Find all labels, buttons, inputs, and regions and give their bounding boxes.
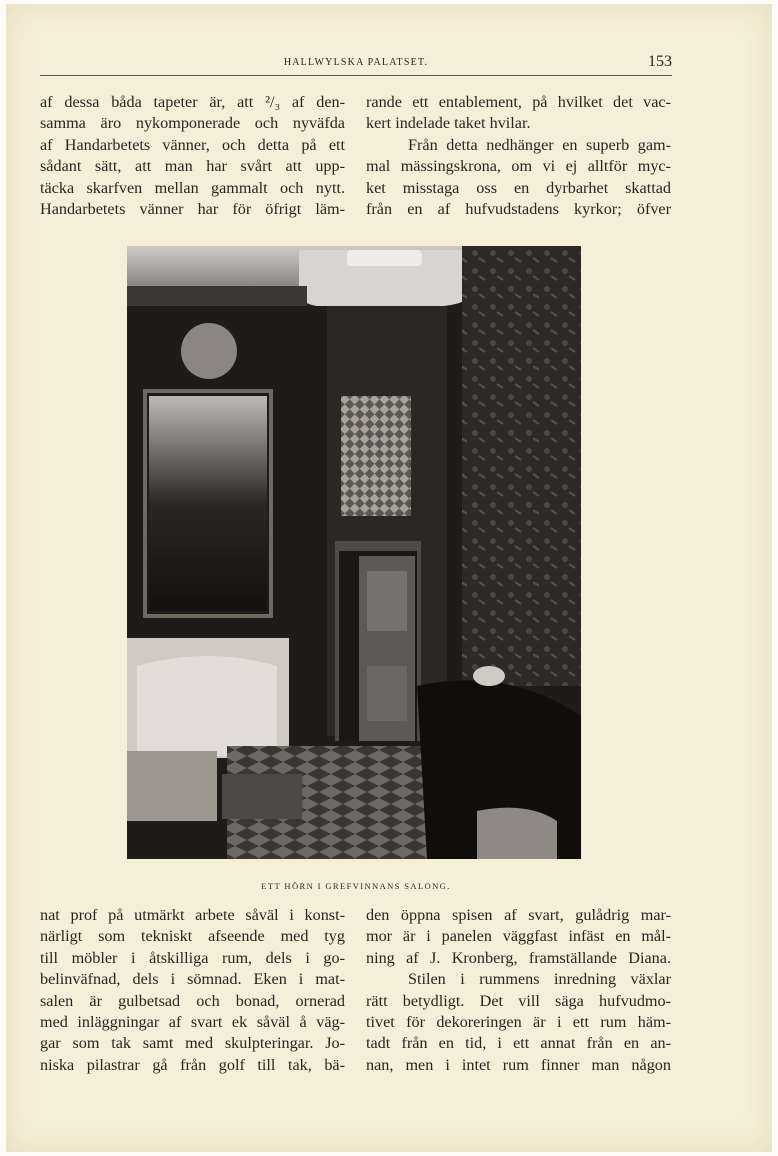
text-line: kert indelade taket hvilar. (366, 114, 531, 133)
text-line: Handarbetets vänner har för öfrigt läm- (40, 199, 345, 218)
text-line: niska pilastrar gå från golf till tak, bä- (40, 1055, 345, 1074)
text-line: Från detta nedhänger en superb gam- (408, 135, 671, 154)
text-line: rätt betydligt. Det vill säga hufvudmo- (366, 991, 671, 1010)
text-line: närligt som tekniskt afseende med tyg (40, 927, 345, 946)
text-line: från en af hufvudstadens kyrkor; öfver (366, 199, 671, 218)
text-line: nan, men i intet rum finner man någon (366, 1055, 671, 1074)
top-left-column (40, 92, 345, 220)
text-line: salen är gulbetsad och bonad, ornerad (40, 991, 345, 1010)
text-line: med inläggningar af svart ek såväl å väg- (40, 1012, 345, 1031)
text-line: täcka skarfven mellan gammalt och nytt. (40, 178, 345, 197)
bottom-right-column (366, 905, 671, 1076)
page-number: 153 (648, 53, 672, 70)
figure-caption: ETT HÖRN I GREFVINNANS SALONG. (261, 881, 451, 891)
text-line: rande ett entablement, på hvilket det vac- (366, 93, 671, 111)
text-line: den öppna spisen af svart, gulådrig mar- (366, 906, 671, 924)
text-line: nat prof på utmärkt arbete såväl i konst- (40, 906, 345, 924)
text-line: mor är i panelen väggfast infäst en mål- (366, 927, 671, 946)
bottom-left-column (40, 905, 345, 1076)
text-line: till möbler i åtskilliga rum, dels i go- (40, 948, 345, 967)
text-line: tadt från en tid, i ett annat från en an- (366, 1034, 671, 1053)
text-line: af Handarbetets vänner, och detta på ett (40, 135, 345, 154)
text-line: tivet för dekoreringen är i ett rum häm- (366, 1012, 671, 1031)
text-line: ning af J. Kronberg, framställande Diana. (366, 948, 671, 967)
text-line: samma äro nykomponerade och nyväfda (40, 114, 345, 133)
text-line: belinväfnad, dels i sömnad. Eken i mat- (40, 970, 345, 989)
text-line: gar som tak samt med skulpteringar. Jo- (40, 1034, 345, 1053)
text-line: af dessa båda tapeter är, att ²/₃ af den- (40, 93, 345, 111)
header-rule (40, 75, 672, 76)
salon-corner-photograph (127, 246, 581, 859)
text-line: sådant sätt, att man har svårt att upp- (40, 157, 345, 176)
top-right-column (366, 92, 671, 220)
running-header (40, 55, 672, 73)
photo-illustration (127, 246, 581, 859)
running-title: HALLWYLSKA PALATSET. (283, 57, 429, 68)
text-line: Stilen i rummens inredning växlar (408, 970, 671, 989)
text-line: mal mässingskrona, om vi ej alltför myc- (366, 157, 671, 176)
text-line: ket misstaga oss en dyrbarhet skattad (366, 178, 671, 197)
